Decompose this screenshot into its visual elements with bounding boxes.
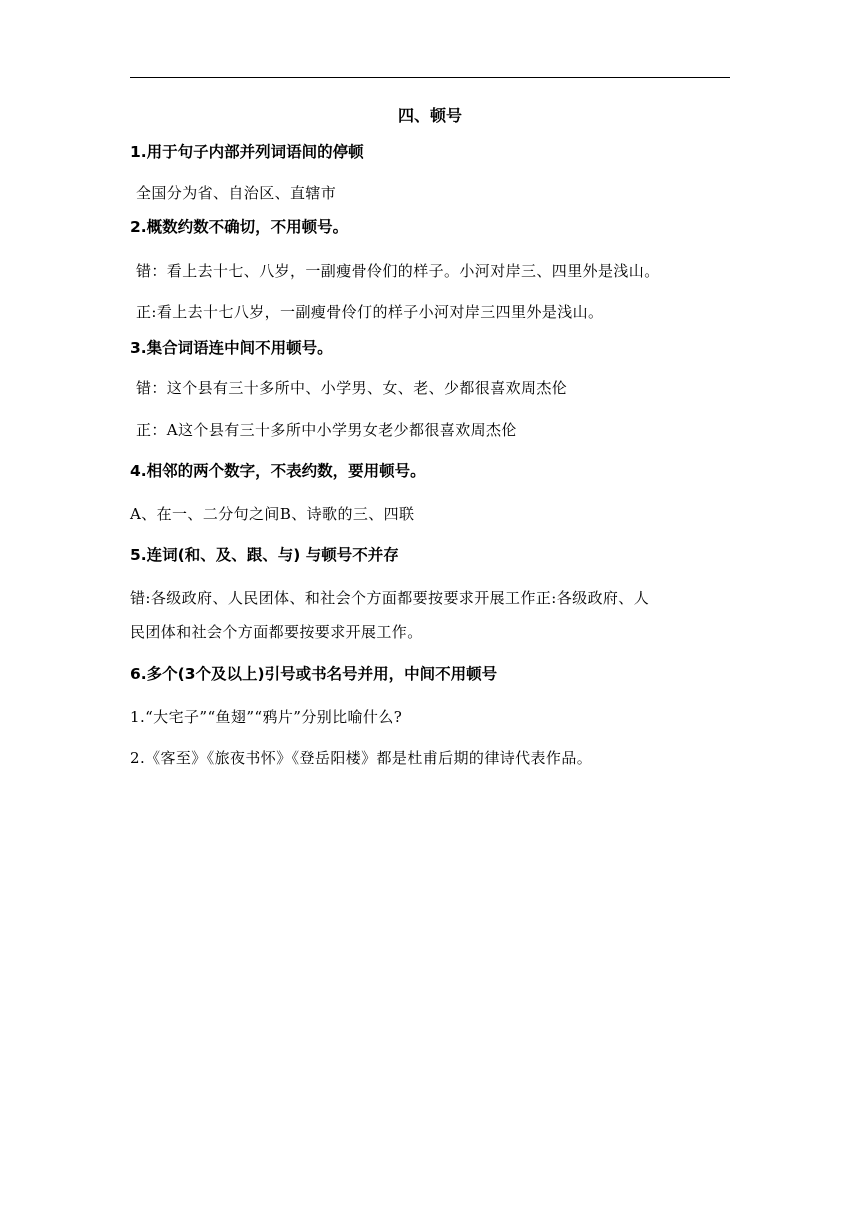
section-3-line-2: 正：A这个县有三十多所中小学男女老少都很喜欢周杰伦 (136, 421, 517, 439)
section-5-line-1: 错:各级政府、人民团体、和社会个方面都要按要求开展工作正:各级政府、人 (130, 589, 650, 607)
section-heading-2: 2.概数约数不确切，不用顿号。 (130, 218, 349, 236)
section-1-line-1: 全国分为省、自治区、直辖市 (136, 184, 337, 202)
section-2-line-2: 正:看上去十七八岁，一副瘦骨伶仃的样子小河对岸三四里外是浅山。 (136, 303, 604, 321)
section-heading-4: 4.相邻的两个数字，不表约数，要用顿号。 (130, 462, 426, 480)
section-3-line-1: 错：这个县有三十多所中、小学男、女、老、少都很喜欢周杰伦 (136, 379, 568, 397)
section-2-line-1: 错：看上去十七、八岁，一副瘦骨伶们的样子。小河对岸三、四里外是浅山。 (136, 262, 660, 280)
section-heading-5: 5.连词(和、及、跟、与) 与顿号不并存 (130, 546, 399, 564)
section-heading-3: 3.集合词语连中间不用顿号。 (130, 339, 333, 357)
section-heading-1: 1.用于句子内部并列词语间的停顿 (130, 143, 364, 161)
section-5-line-2: 民团体和社会个方面都要按要求开展工作。 (130, 623, 423, 641)
header-rule (130, 77, 730, 78)
section-4-line-1: A、在一、二分句之间B、诗歌的三、四联 (130, 505, 415, 523)
section-6-line-1: 1.“大宅子”“鱼翅”“鸦片”分别比喻什么? (130, 708, 403, 726)
section-6-line-2: 2.《客至》《旅夜书怀》《登岳阳楼》都是杜甫后期的律诗代表作品。 (130, 749, 593, 767)
page-title: 四、顿号 (397, 106, 462, 125)
section-heading-6: 6.多个(3个及以上)引号或书名号并用，中间不用顿号 (130, 665, 498, 683)
